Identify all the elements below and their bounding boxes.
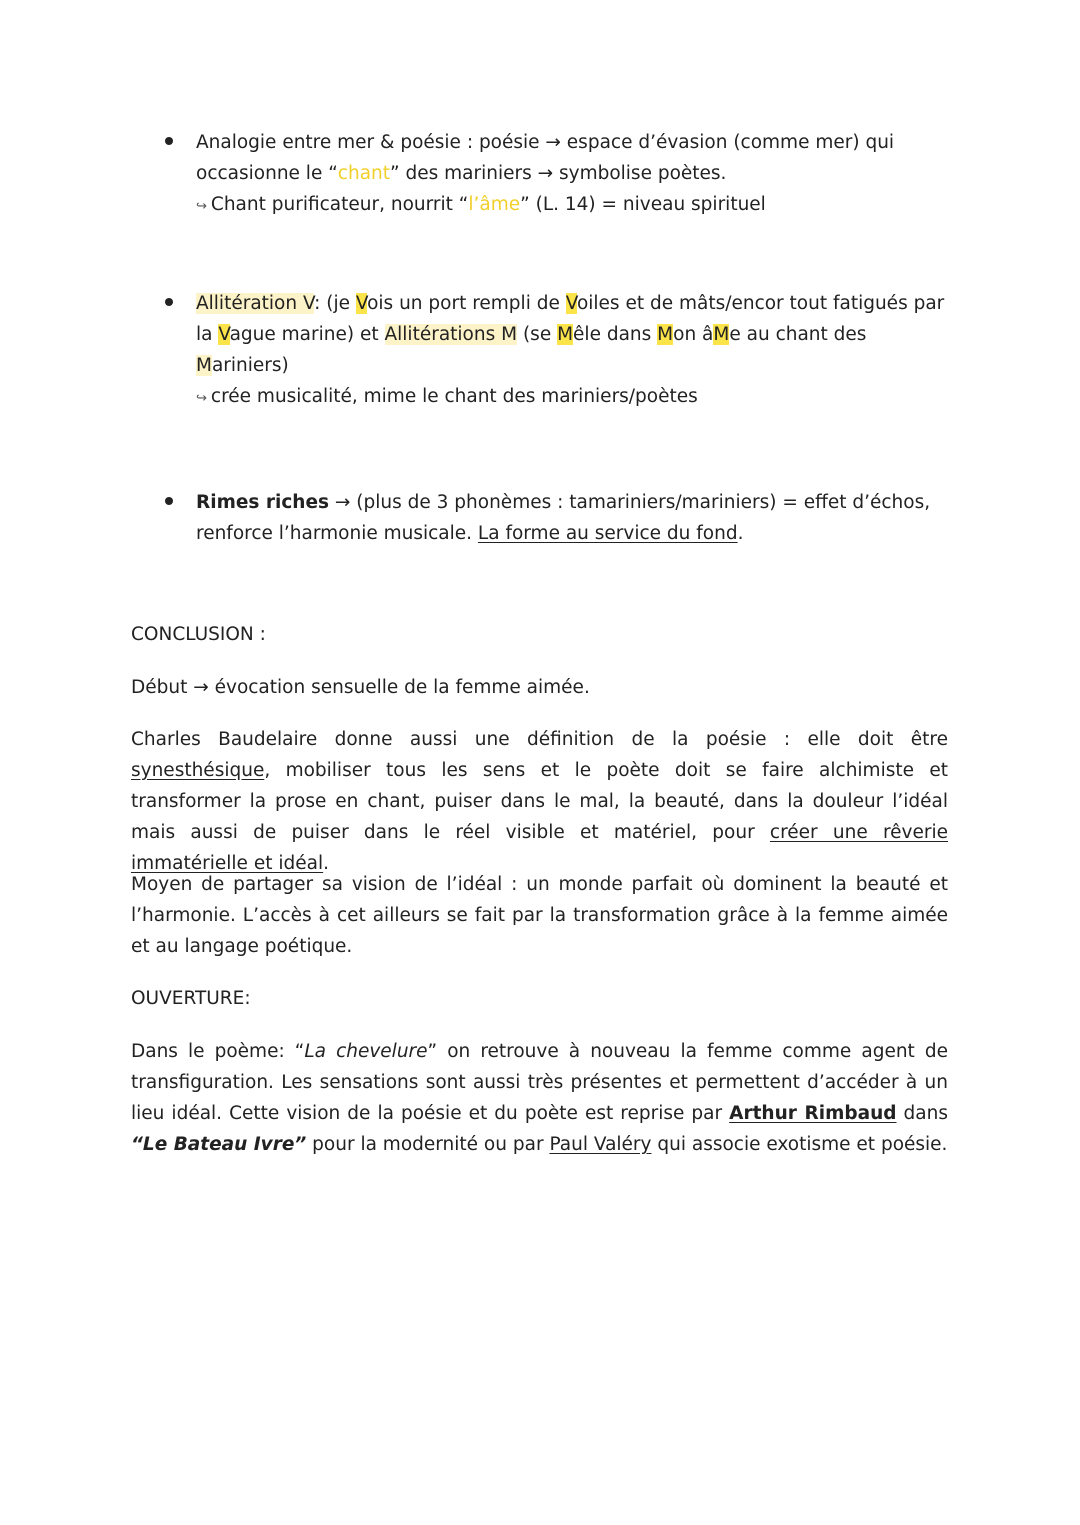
bullet-rimes (196, 487, 951, 549)
highlight-letter: M (196, 355, 212, 376)
conclusion-paragraph-3: Moyen de partager sa vision de l’idéal : un monde parfait où dominent la beauté et l’harmonie. L’accès à cet ailleurs se fait par la transformation grâce à la femme aimée et au langage poétique. (131, 874, 948, 957)
text: êle dans (573, 324, 658, 345)
bullet-dot (165, 298, 173, 306)
text: ague marine) et (229, 324, 385, 345)
conclusion-paragraph-2 (131, 724, 948, 879)
return-arrow-icon: ↪ (196, 199, 207, 214)
underlined-phrase: La forme au service du fond (477, 523, 738, 544)
text: : (je (314, 293, 356, 314)
highlight-alliteration-m: Allitérations M (384, 324, 518, 345)
conclusion-paragraph-1: Début → évocation sensuelle de la femme aimée. (131, 677, 590, 698)
return-arrow-icon: ↪ (196, 391, 207, 406)
text: (se (517, 324, 558, 345)
highlight-alliteration-v: Allitération V (196, 293, 315, 314)
bold-term: Rimes riches (196, 492, 330, 513)
text: qui associe exotisme et poésie. (651, 1134, 948, 1155)
highlight-letter: V (565, 293, 577, 314)
text: Chant purificateur, nourrit “ (210, 194, 469, 215)
text: ois un port rempli de (367, 293, 566, 314)
text: . (323, 853, 329, 874)
italic-title: La chevelure (304, 1041, 428, 1062)
highlight-letter: M (657, 324, 674, 345)
text: Analogie entre mer & poésie : poésie → espace d’évasion (comme mer) qui occasionne le “ (196, 132, 895, 184)
text: pour la modernité ou par (306, 1134, 550, 1155)
text: ” des mariniers → symbolise poètes. (390, 163, 727, 184)
text: ” (L. 14) = niveau spirituel (520, 194, 766, 215)
text: ariniers) (211, 355, 289, 376)
text: crée musicalité, mime le chant des mariniers/poètes (210, 386, 698, 407)
highlight-chant: chant (337, 163, 391, 184)
text: Dans le poème: “ (131, 1041, 305, 1062)
bullet-alliteration (196, 288, 951, 414)
ouverture-heading: OUVERTURE: (131, 988, 251, 1009)
underlined-phrase: synesthésique (131, 760, 265, 781)
text: , mobiliser tous les sens et le poète doit se faire alchimiste et transformer la prose en chant, puiser dans le mal, la beauté, dans la douleur l’idéal mais aussi de puiser dans le réel visible et matériel, pour (131, 760, 948, 843)
text: e au chant des (729, 324, 867, 345)
highlight-letter: V (218, 324, 230, 345)
text: ” on retrouve à nouveau la femme comme agent de transfiguration. Les sensations sont aussi très présentes et permettent d’accéder à un lieu idéal. Cette vision de la poésie et du poète est reprise par (131, 1041, 949, 1124)
text: on â (673, 324, 714, 345)
text: . (737, 523, 744, 544)
author-name: Paul Valéry (549, 1134, 652, 1155)
text: Charles Baudelaire donne aussi une définition de la poésie : elle doit être (131, 729, 948, 750)
sub-point (196, 189, 951, 222)
highlight-ame: l’âme (468, 194, 521, 215)
text: → (plus de 3 phonèmes : tamariniers/mariniers) = effet d’échos, renforce l’harmonie musicale. (196, 492, 931, 544)
underlined-phrase: créer une rêverie immatérielle et idéal (131, 822, 949, 874)
poem-title: “Le Bateau Ivre” (131, 1134, 307, 1155)
bullet-dot (165, 137, 173, 145)
bullet-dot (165, 497, 173, 505)
text: oiles et de mâts/encor tout fatigués par la (196, 293, 945, 345)
sub-point (196, 381, 951, 414)
highlight-letter: V (355, 293, 368, 314)
text: dans (896, 1103, 948, 1124)
author-name: Arthur Rimbaud (729, 1103, 897, 1124)
conclusion-heading: CONCLUSION : (131, 624, 266, 645)
bullet-analogie (196, 127, 951, 222)
highlight-letter: M (713, 324, 730, 345)
highlight-letter: M (557, 324, 574, 345)
ouverture-paragraph (131, 1036, 948, 1160)
